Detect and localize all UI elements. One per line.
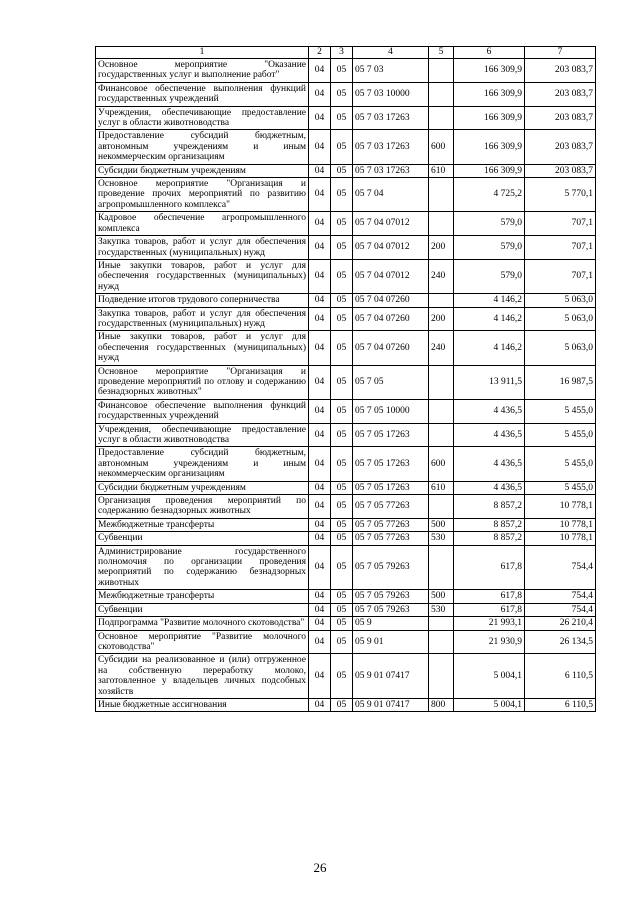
row-expense-type xyxy=(429,106,454,130)
row-subsection: 05 xyxy=(331,518,353,531)
row-target-code: 05 7 03 17263 xyxy=(353,106,429,130)
row-subsection: 05 xyxy=(331,59,353,83)
row-name: Предоставление субсидий бюджетным, автономным учреждениям и иным некоммерческим организациям xyxy=(96,447,309,481)
row-amount-1: 166 309,9 xyxy=(454,106,525,130)
row-section: 04 xyxy=(309,630,331,654)
row-amount-2: 26 210,4 xyxy=(525,617,596,630)
row-expense-type: 240 xyxy=(429,331,454,365)
row-amount-2: 203 083,7 xyxy=(525,164,596,177)
row-section: 04 xyxy=(309,447,331,481)
row-name: Кадровое обеспечение агропромышленного комплекса xyxy=(96,212,309,236)
row-target-code: 05 9 01 07417 xyxy=(353,698,429,711)
row-subsection: 05 xyxy=(331,447,353,481)
row-subsection: 05 xyxy=(331,399,353,423)
row-expense-type xyxy=(429,212,454,236)
row-target-code: 05 7 03 xyxy=(353,59,429,83)
row-target-code: 05 7 04 07012 xyxy=(353,212,429,236)
row-target-code: 05 7 05 77263 xyxy=(353,495,429,519)
row-amount-2: 754,4 xyxy=(525,590,596,603)
row-subsection: 05 xyxy=(331,331,353,365)
row-target-code: 05 7 05 17263 xyxy=(353,481,429,494)
row-amount-2: 203 083,7 xyxy=(525,106,596,130)
row-name: Организация проведения мероприятий по содержанию безнадзорных животных xyxy=(96,495,309,519)
row-target-code: 05 7 05 79263 xyxy=(353,545,429,590)
row-subsection: 05 xyxy=(331,423,353,447)
row-target-code: 05 7 05 xyxy=(353,365,429,399)
table-row xyxy=(96,399,596,423)
row-amount-1: 8 857,2 xyxy=(454,518,525,531)
row-amount-1: 4 146,2 xyxy=(454,331,525,365)
row-amount-1: 166 309,9 xyxy=(454,164,525,177)
row-amount-1: 579,0 xyxy=(454,259,525,293)
row-subsection: 05 xyxy=(331,294,353,307)
table-row xyxy=(96,365,596,399)
row-name: Межбюджетные трансферты xyxy=(96,590,309,603)
row-section: 04 xyxy=(309,106,331,130)
row-subsection: 05 xyxy=(331,259,353,293)
row-name: Иные закупки товаров, работ и услуг для обеспечения государственных (муниципальных) нужд xyxy=(96,331,309,365)
row-name: Субсидии на реализованное и (или) отгруженное на собственную переработку молоко, заготовленное у владельцев личных подсобных хозяйств xyxy=(96,654,309,699)
row-amount-2: 754,4 xyxy=(525,603,596,616)
row-target-code: 05 7 04 07260 xyxy=(353,331,429,365)
row-amount-2: 6 110,5 xyxy=(525,654,596,699)
row-target-code: 05 7 05 10000 xyxy=(353,399,429,423)
header-col-4: 4 xyxy=(353,47,429,59)
row-name: Закупка товаров, работ и услуг для обеспечения государственных (муниципальных) нужд xyxy=(96,307,309,331)
row-section: 04 xyxy=(309,617,331,630)
row-name: Основное мероприятие "Организация и проведение прочих мероприятий по развитию агропромышленного комплекса" xyxy=(96,178,309,212)
row-amount-2: 5 455,0 xyxy=(525,481,596,494)
row-expense-type: 500 xyxy=(429,590,454,603)
row-expense-type: 530 xyxy=(429,603,454,616)
table-row xyxy=(96,82,596,106)
row-amount-1: 4 146,2 xyxy=(454,294,525,307)
budget-table xyxy=(95,46,596,712)
row-amount-2: 5 063,0 xyxy=(525,331,596,365)
page-number: 26 xyxy=(313,860,327,875)
row-amount-1: 8 857,2 xyxy=(454,495,525,519)
row-section: 04 xyxy=(309,164,331,177)
row-expense-type xyxy=(429,178,454,212)
row-subsection: 05 xyxy=(331,212,353,236)
row-expense-type: 800 xyxy=(429,698,454,711)
table-row xyxy=(96,130,596,164)
row-section: 04 xyxy=(309,130,331,164)
row-target-code: 05 7 04 07260 xyxy=(353,294,429,307)
row-name: Межбюджетные трансферты xyxy=(96,518,309,531)
row-target-code: 05 7 05 79263 xyxy=(353,603,429,616)
row-expense-type: 240 xyxy=(429,259,454,293)
row-name: Финансовое обеспечение выполнения функций государственных учреждений xyxy=(96,82,309,106)
row-expense-type xyxy=(429,495,454,519)
row-amount-2: 26 134,5 xyxy=(525,630,596,654)
row-subsection: 05 xyxy=(331,698,353,711)
row-subsection: 05 xyxy=(331,617,353,630)
row-section: 04 xyxy=(309,82,331,106)
row-name: Основное мероприятие "Оказание государственных услуг и выполнение работ" xyxy=(96,59,309,83)
row-section: 04 xyxy=(309,698,331,711)
table-row xyxy=(96,617,596,630)
row-target-code: 05 9 01 07417 xyxy=(353,654,429,699)
row-amount-1: 21 993,1 xyxy=(454,617,525,630)
row-expense-type: 200 xyxy=(429,236,454,260)
table-row xyxy=(96,698,596,711)
row-amount-2: 10 778,1 xyxy=(525,532,596,545)
table-row xyxy=(96,654,596,699)
row-section: 04 xyxy=(309,495,331,519)
row-section: 04 xyxy=(309,423,331,447)
row-expense-type: 200 xyxy=(429,307,454,331)
row-section: 04 xyxy=(309,59,331,83)
row-expense-type xyxy=(429,617,454,630)
table-row xyxy=(96,447,596,481)
row-subsection: 05 xyxy=(331,365,353,399)
table-row xyxy=(96,106,596,130)
row-section: 04 xyxy=(309,294,331,307)
row-amount-2: 707,1 xyxy=(525,212,596,236)
row-target-code: 05 9 01 xyxy=(353,630,429,654)
row-name: Администрирование государственного полномочия по организации проведения мероприятий по содержанию безнадзорных животных xyxy=(96,545,309,590)
row-target-code: 05 7 05 79263 xyxy=(353,590,429,603)
row-subsection: 05 xyxy=(331,82,353,106)
table-row xyxy=(96,178,596,212)
row-name: Учреждения, обеспечивающие предоставление услуг в области животноводства xyxy=(96,106,309,130)
row-expense-type xyxy=(429,365,454,399)
row-target-code: 05 7 04 xyxy=(353,178,429,212)
row-expense-type: 530 xyxy=(429,532,454,545)
row-amount-2: 10 778,1 xyxy=(525,495,596,519)
table-row xyxy=(96,495,596,519)
row-amount-2: 10 778,1 xyxy=(525,518,596,531)
row-subsection: 05 xyxy=(331,590,353,603)
table-row xyxy=(96,630,596,654)
row-subsection: 05 xyxy=(331,236,353,260)
row-amount-2: 707,1 xyxy=(525,259,596,293)
header-col-2: 2 xyxy=(309,47,331,59)
row-target-code: 05 7 03 10000 xyxy=(353,82,429,106)
table-row xyxy=(96,259,596,293)
row-amount-2: 203 083,7 xyxy=(525,82,596,106)
table-row xyxy=(96,59,596,83)
table-row xyxy=(96,481,596,494)
row-amount-1: 579,0 xyxy=(454,236,525,260)
row-section: 04 xyxy=(309,654,331,699)
row-amount-1: 8 857,2 xyxy=(454,532,525,545)
row-subsection: 05 xyxy=(331,495,353,519)
row-section: 04 xyxy=(309,545,331,590)
row-name: Субсидии бюджетным учреждениям xyxy=(96,481,309,494)
row-amount-2: 5 063,0 xyxy=(525,307,596,331)
row-subsection: 05 xyxy=(331,307,353,331)
table-row xyxy=(96,545,596,590)
row-amount-2: 5 455,0 xyxy=(525,447,596,481)
row-expense-type xyxy=(429,545,454,590)
table-row xyxy=(96,518,596,531)
row-section: 04 xyxy=(309,236,331,260)
row-target-code: 05 7 03 17263 xyxy=(353,164,429,177)
row-subsection: 05 xyxy=(331,130,353,164)
row-amount-2: 707,1 xyxy=(525,236,596,260)
row-expense-type: 600 xyxy=(429,130,454,164)
row-target-code: 05 7 04 07260 xyxy=(353,307,429,331)
row-amount-2: 5 455,0 xyxy=(525,423,596,447)
row-name: Закупка товаров, работ и услуг для обеспечения государственных (муниципальных) нужд xyxy=(96,236,309,260)
row-amount-1: 4 436,5 xyxy=(454,481,525,494)
row-amount-2: 203 083,7 xyxy=(525,59,596,83)
row-name: Субвенции xyxy=(96,532,309,545)
row-subsection: 05 xyxy=(331,630,353,654)
table-row xyxy=(96,236,596,260)
row-amount-1: 617,8 xyxy=(454,590,525,603)
header-col-6: 6 xyxy=(454,47,525,59)
row-target-code: 05 7 05 77263 xyxy=(353,532,429,545)
row-amount-1: 4 436,5 xyxy=(454,423,525,447)
row-name: Подведение итогов трудового соперничества xyxy=(96,294,309,307)
row-section: 04 xyxy=(309,518,331,531)
row-section: 04 xyxy=(309,259,331,293)
row-section: 04 xyxy=(309,365,331,399)
header-col-1: 1 xyxy=(96,47,309,59)
row-name: Основное мероприятие "Организация и проведение мероприятий по отлову и содержанию безнадзорных животных" xyxy=(96,365,309,399)
row-amount-1: 579,0 xyxy=(454,212,525,236)
row-expense-type xyxy=(429,59,454,83)
row-target-code: 05 7 05 17263 xyxy=(353,423,429,447)
row-subsection: 05 xyxy=(331,654,353,699)
table-row xyxy=(96,590,596,603)
row-amount-1: 4 436,5 xyxy=(454,399,525,423)
row-amount-1: 617,8 xyxy=(454,603,525,616)
row-target-code: 05 7 05 17263 xyxy=(353,447,429,481)
row-subsection: 05 xyxy=(331,178,353,212)
row-expense-type: 610 xyxy=(429,164,454,177)
row-target-code: 05 9 xyxy=(353,617,429,630)
row-name: Учреждения, обеспечивающие предоставление услуг в области животноводства xyxy=(96,423,309,447)
row-subsection: 05 xyxy=(331,481,353,494)
row-amount-2: 754,4 xyxy=(525,545,596,590)
row-name: Субвенции xyxy=(96,603,309,616)
row-section: 04 xyxy=(309,532,331,545)
row-subsection: 05 xyxy=(331,603,353,616)
row-amount-2: 16 987,5 xyxy=(525,365,596,399)
row-amount-1: 4 146,2 xyxy=(454,307,525,331)
row-amount-1: 166 309,9 xyxy=(454,130,525,164)
row-subsection: 05 xyxy=(331,164,353,177)
row-target-code: 05 7 04 07012 xyxy=(353,259,429,293)
row-amount-1: 13 911,5 xyxy=(454,365,525,399)
row-amount-2: 6 110,5 xyxy=(525,698,596,711)
row-section: 04 xyxy=(309,178,331,212)
table-row xyxy=(96,423,596,447)
row-expense-type: 610 xyxy=(429,481,454,494)
row-amount-2: 203 083,7 xyxy=(525,130,596,164)
header-col-5: 5 xyxy=(429,47,454,59)
row-section: 04 xyxy=(309,212,331,236)
row-amount-1: 21 930,9 xyxy=(454,630,525,654)
row-amount-2: 5 770,1 xyxy=(525,178,596,212)
table-row xyxy=(96,331,596,365)
header-col-3: 3 xyxy=(331,47,353,59)
row-amount-1: 617,8 xyxy=(454,545,525,590)
row-expense-type: 600 xyxy=(429,447,454,481)
row-section: 04 xyxy=(309,399,331,423)
row-amount-2: 5 063,0 xyxy=(525,294,596,307)
row-expense-type xyxy=(429,630,454,654)
row-name: Основное мероприятие "Развитие молочного скотоводства" xyxy=(96,630,309,654)
table-row xyxy=(96,307,596,331)
row-target-code: 05 7 03 17263 xyxy=(353,130,429,164)
header-col-7: 7 xyxy=(525,47,596,59)
row-name: Предоставление субсидий бюджетным, автономным учреждениям и иным некоммерческим организациям xyxy=(96,130,309,164)
row-expense-type xyxy=(429,423,454,447)
row-amount-1: 4 725,2 xyxy=(454,178,525,212)
table-row xyxy=(96,212,596,236)
row-section: 04 xyxy=(309,590,331,603)
row-amount-1: 5 004,1 xyxy=(454,654,525,699)
table-header-row xyxy=(96,47,596,59)
row-target-code: 05 7 05 77263 xyxy=(353,518,429,531)
row-expense-type xyxy=(429,654,454,699)
row-amount-2: 5 455,0 xyxy=(525,399,596,423)
row-section: 04 xyxy=(309,481,331,494)
row-name: Иные бюджетные ассигнования xyxy=(96,698,309,711)
row-subsection: 05 xyxy=(331,532,353,545)
table-row xyxy=(96,532,596,545)
row-section: 04 xyxy=(309,603,331,616)
table-row xyxy=(96,603,596,616)
row-amount-1: 5 004,1 xyxy=(454,698,525,711)
row-subsection: 05 xyxy=(331,106,353,130)
table-row xyxy=(96,294,596,307)
row-amount-1: 166 309,9 xyxy=(454,59,525,83)
row-name: Иные закупки товаров, работ и услуг для обеспечения государственных (муниципальных) нужд xyxy=(96,259,309,293)
row-name: Подпрограмма "Развитие молочного скотоводства" xyxy=(96,617,309,630)
table-row xyxy=(96,164,596,177)
row-expense-type xyxy=(429,294,454,307)
row-section: 04 xyxy=(309,307,331,331)
row-expense-type xyxy=(429,399,454,423)
row-expense-type: 500 xyxy=(429,518,454,531)
row-name: Субсидии бюджетным учреждениям xyxy=(96,164,309,177)
row-name: Финансовое обеспечение выполнения функций государственных учреждений xyxy=(96,399,309,423)
row-amount-1: 4 436,5 xyxy=(454,447,525,481)
row-amount-1: 166 309,9 xyxy=(454,82,525,106)
row-target-code: 05 7 04 07012 xyxy=(353,236,429,260)
row-subsection: 05 xyxy=(331,545,353,590)
row-expense-type xyxy=(429,82,454,106)
row-section: 04 xyxy=(309,331,331,365)
